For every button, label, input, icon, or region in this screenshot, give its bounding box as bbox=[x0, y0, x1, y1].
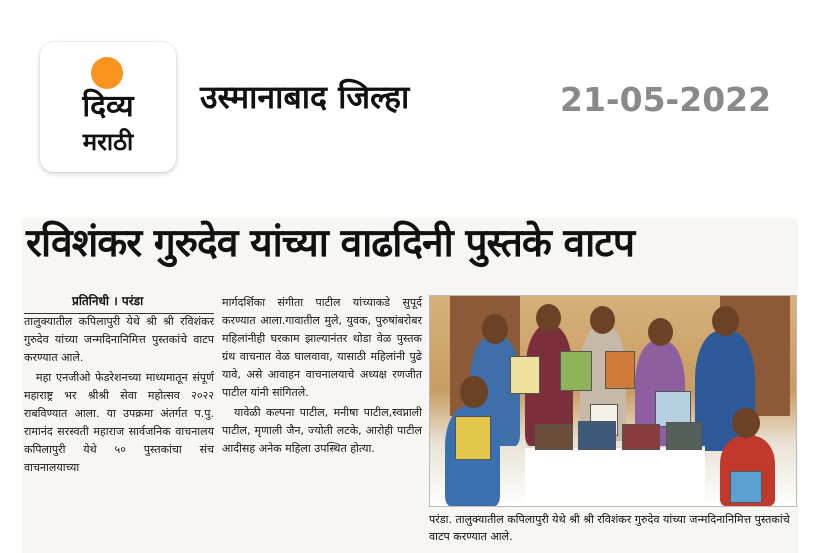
newspaper-clipping bbox=[22, 218, 798, 553]
child-head bbox=[460, 376, 488, 408]
district-title: उस्मानाबाद जिल्हा bbox=[200, 78, 410, 116]
article-photo bbox=[429, 295, 797, 507]
person-head bbox=[712, 306, 739, 336]
logo-line-2: मराठी bbox=[82, 128, 134, 156]
book bbox=[510, 356, 540, 394]
book-stack bbox=[578, 421, 616, 450]
article-byline: प्रतिनिधी । परंडा bbox=[72, 294, 144, 308]
paragraph: तालुक्यातील कपिलापुरी येथे श्री श्री रविशंकर गुरुदेव यांच्या जन्मदिनानिमित्त पुस्तकांचे वाटप करण्यात आले. bbox=[24, 315, 214, 364]
book bbox=[560, 351, 592, 391]
paragraph: मार्गदर्शिका संगीता पाटील यांच्याकडे सुपूर्द करण्यात आला.गावातील मुले, युवक, पुरुषांबरोबर महिलांनीही घरकाम झाल्यानंतर थोडा वेळ पुस्तक ग्रंथ वाचनात वेळ घालवावा, यासाठी महिलांनी पुढे यावे, असे आवाहन वाचनालयाचे अध्यक्ष रणजीत पाटील यांनी सांगितले. bbox=[222, 296, 422, 399]
sun-dot-icon bbox=[91, 57, 123, 89]
publication-date: 21-05-2022 bbox=[560, 80, 772, 119]
person-head bbox=[536, 304, 561, 332]
book bbox=[455, 416, 491, 460]
article-column-2 bbox=[222, 294, 422, 460]
divya-marathi-logo bbox=[40, 42, 176, 172]
photo-caption: परंडा. तालुक्यातील कपिलापुरी येथे श्री श्री रविशंकर गुरुदेव यांच्या जन्मदिनानिमित्त पुस्तकांचे वाटप करण्यात आले. bbox=[429, 513, 790, 543]
book-stack bbox=[666, 422, 702, 450]
book-stack bbox=[535, 424, 573, 450]
logo-line-1: दिव्य bbox=[82, 89, 134, 124]
person-head bbox=[590, 306, 615, 334]
article-column-1 bbox=[24, 313, 214, 479]
book bbox=[605, 351, 635, 389]
article-headline: रविशंकर गुरुदेव यांच्या वाढदिनी पुस्तके वाटप bbox=[26, 221, 635, 266]
paragraph: यावेळी कल्पना पाटील, मनीषा पाटील,स्वप्नाली पाटील, मृणाली जैन, ज्योती लटके, आरोही पाटील आदीसह अनेक महिला उपस्थित होत्या. bbox=[222, 406, 422, 455]
person-head bbox=[482, 314, 508, 344]
book bbox=[730, 471, 762, 503]
child-head bbox=[732, 408, 760, 438]
book-stack bbox=[622, 424, 660, 450]
person-head bbox=[648, 318, 673, 346]
table bbox=[525, 446, 705, 507]
paragraph: महा एनजीओ फेडरेशनच्या माध्यमातून संपूर्ण महाराष्ट्र भर श्रीश्री सेवा महोत्सव २०२२ राबविण्यात आला. या उपक्रमा अंतर्गत प.पु. रामानंद सरस्वती महाराज सार्वजनिक वाचनालय कपिलापुरी येथे ५० पुस्तकांचा संच वाचनालयाच्या bbox=[24, 371, 214, 474]
